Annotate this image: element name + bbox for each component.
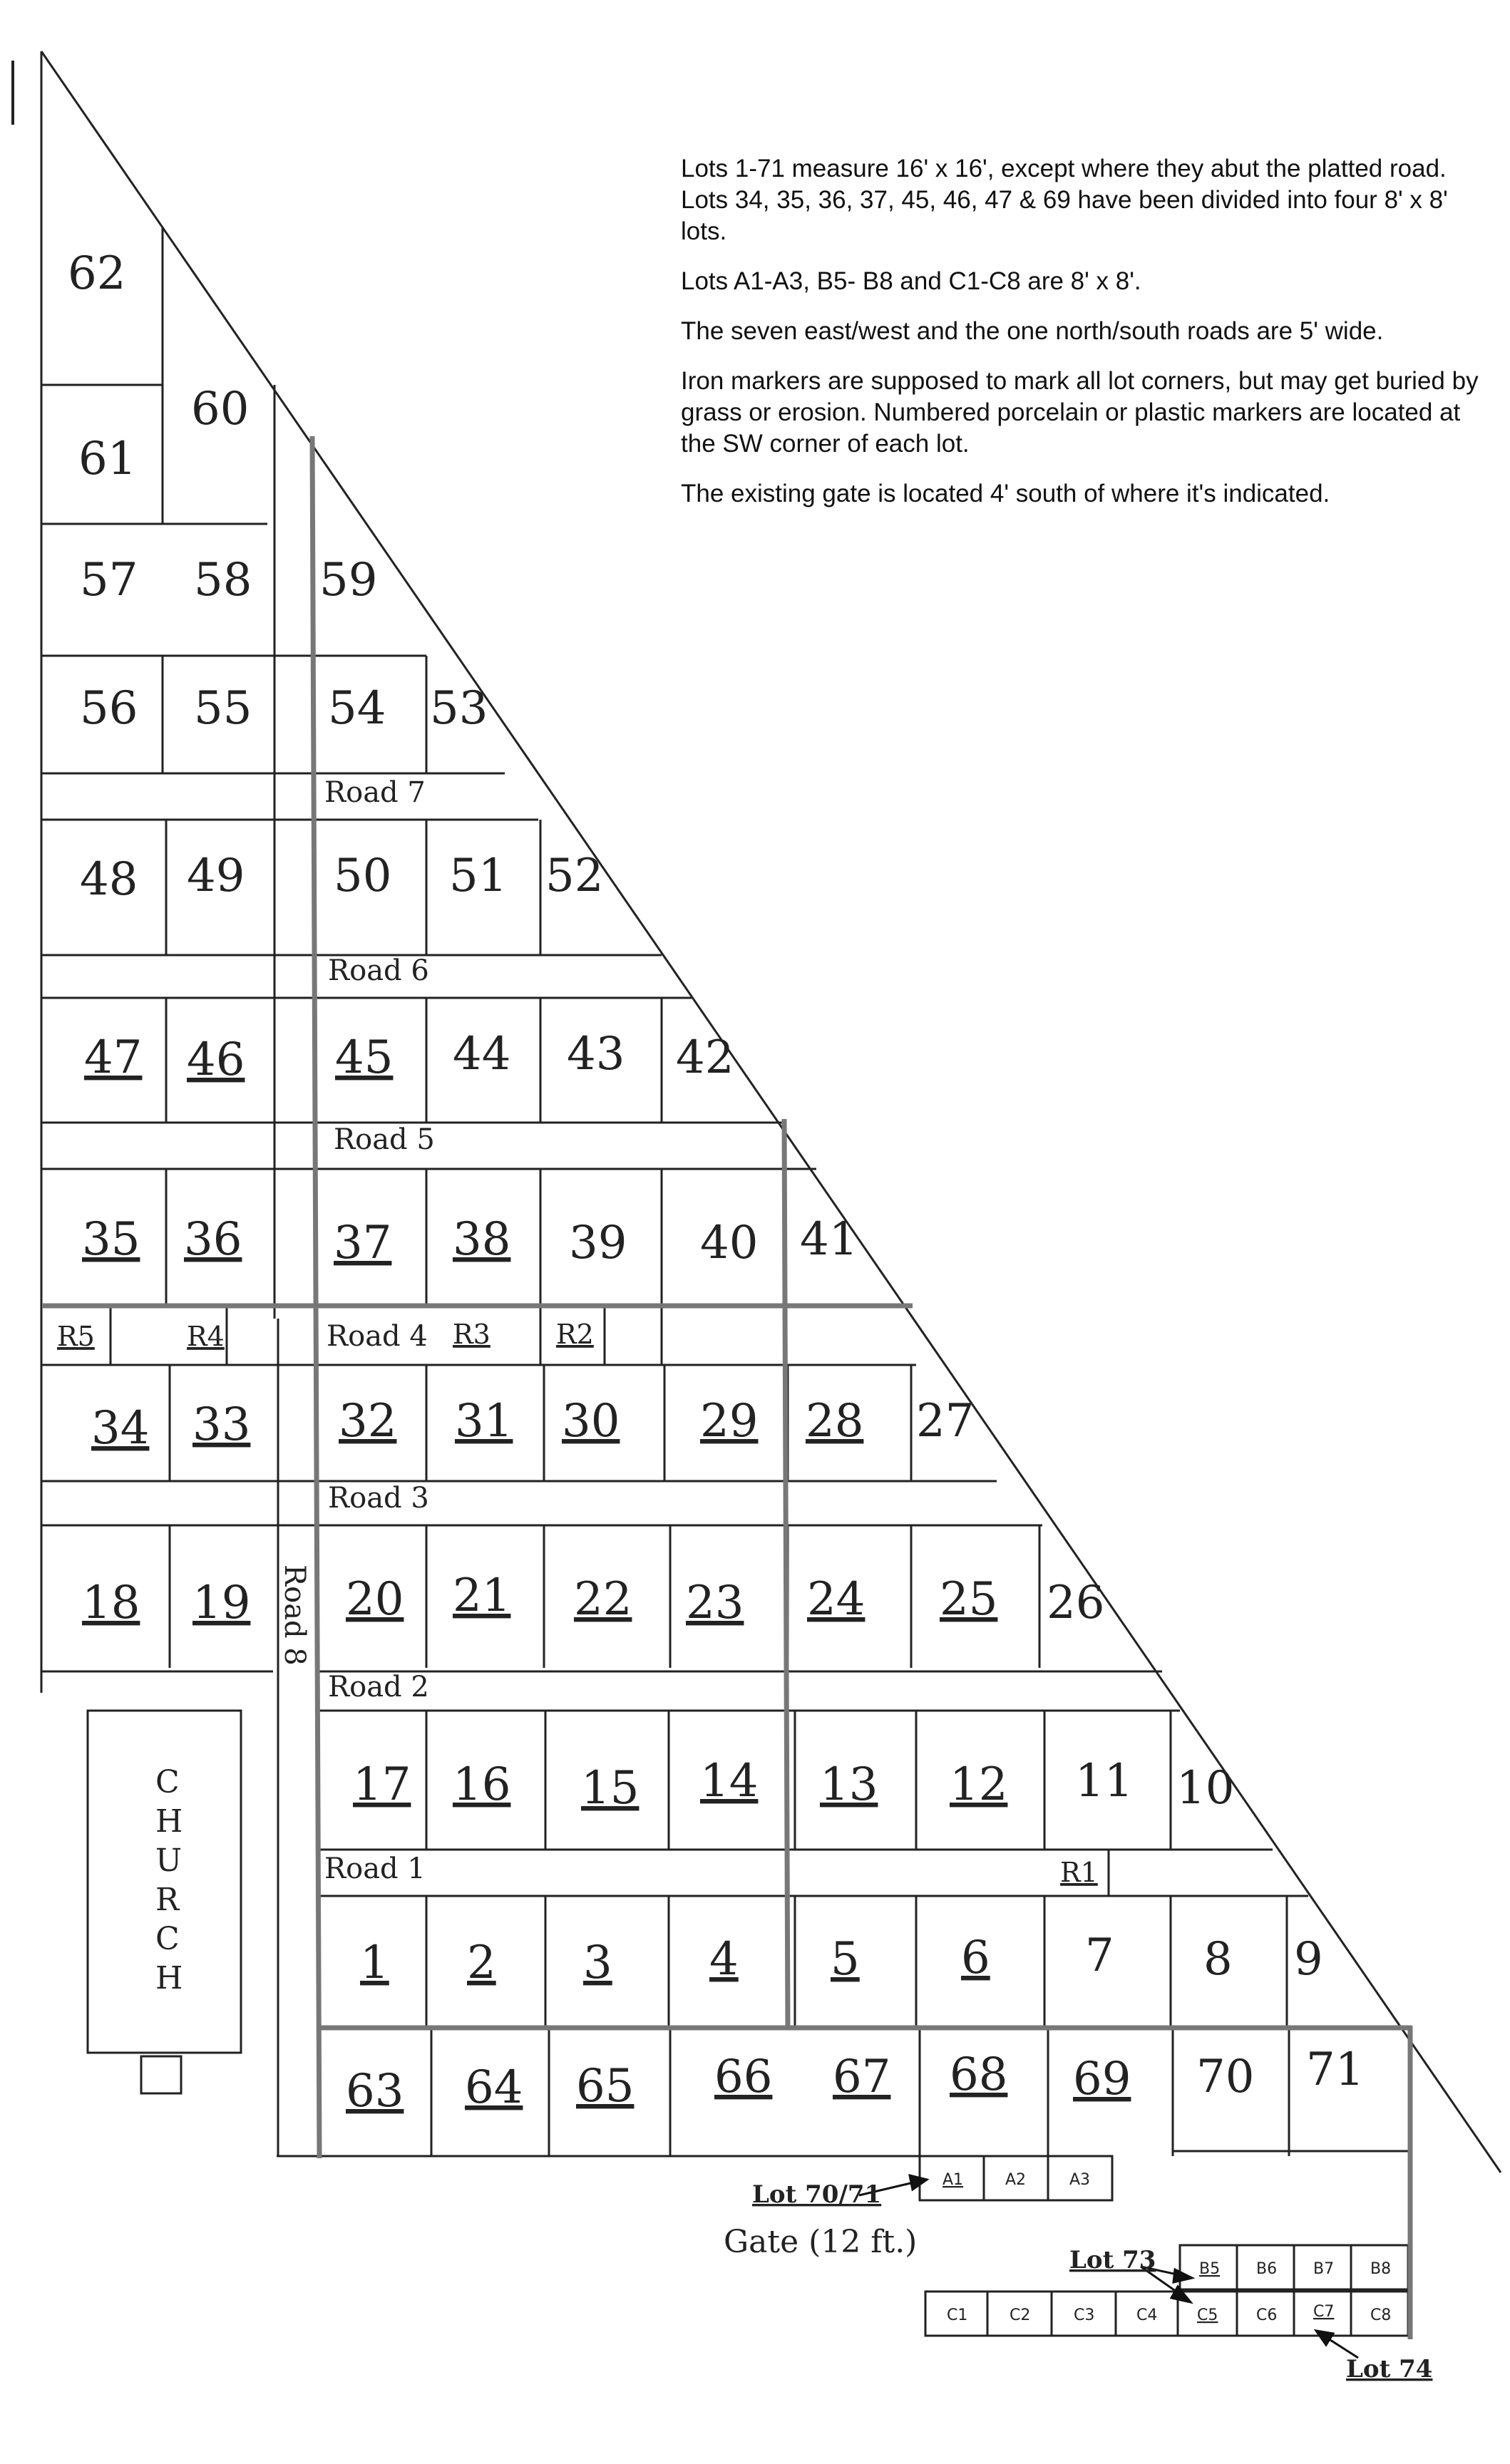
lot-44: 44: [453, 1028, 511, 1081]
lot-69: 69: [1073, 2053, 1131, 2105]
lot-68: 68: [950, 2048, 1008, 2101]
map-notes: [681, 153, 1479, 528]
lot-C8: C8: [1370, 2306, 1392, 2324]
lot-21: 21: [453, 1569, 511, 1622]
lot-62: 62: [68, 247, 126, 300]
road-5-label: Road 5: [334, 1123, 435, 1156]
lot-C3: C3: [1074, 2306, 1095, 2324]
lot-49: 49: [187, 850, 245, 902]
note-gate: The existing gate is located 4' south of where it's indicated.: [681, 480, 1330, 507]
lot-61: 61: [78, 433, 137, 485]
note-roads: The seven east/west and the one north/south roads are 5' wide.: [681, 317, 1384, 345]
church-letter-1: C: [155, 1764, 180, 1800]
church-letter-2: H: [155, 1803, 183, 1840]
lot-40: 40: [700, 1217, 759, 1269]
lot-39: 39: [569, 1217, 627, 1269]
note-lot-sizes: Lots 1-71 measure 16' x 16', except where they abut the platted road. Lots 34, 35, 36, 37, 45, 46, 47 & 69 have been divided into four 8' x 8' lots.: [681, 155, 1448, 245]
lot-15: 15: [581, 1762, 640, 1815]
lot-56: 56: [80, 682, 138, 735]
lot-52: 52: [545, 850, 604, 902]
lot-1: 1: [360, 1937, 389, 1989]
lot-35: 35: [82, 1213, 140, 1266]
note-markers: Iron markers are supposed to mark all lot corners, but may get buried by grass or erosion. Numbered porcelain or plastic markers are located at the SW corner of each lot.: [681, 367, 1479, 458]
lot-29: 29: [700, 1395, 759, 1448]
church-letter-3: U: [155, 1842, 183, 1879]
lot-65: 65: [576, 2060, 635, 2113]
church-letter-6: H: [155, 1960, 183, 1996]
lot-50: 50: [334, 850, 392, 902]
lot-27: 27: [916, 1395, 975, 1448]
lot-57: 57: [80, 554, 138, 607]
lot-13: 13: [820, 1758, 878, 1811]
lot-A3: A3: [1069, 2171, 1091, 2189]
lot-53: 53: [430, 682, 488, 735]
lot-26: 26: [1047, 1577, 1105, 1629]
lot-45: 45: [335, 1031, 394, 1084]
lot-71: 71: [1306, 2043, 1365, 2096]
lot-37: 37: [334, 1217, 392, 1269]
lot-42: 42: [676, 1031, 734, 1084]
lot-B6: B6: [1256, 2260, 1278, 2278]
lot-R4: R4: [187, 1321, 225, 1352]
lot-5: 5: [831, 1933, 860, 1986]
lot-74-label: Lot 74: [1346, 2355, 1433, 2383]
lot-41: 41: [800, 1213, 858, 1266]
lot-3: 3: [583, 1937, 612, 1989]
lot-18: 18: [82, 1577, 140, 1629]
lot-51: 51: [449, 850, 508, 902]
road-3-label: Road 3: [328, 1482, 429, 1515]
small-lot-labels: [943, 2171, 1391, 2324]
road-labels: [278, 776, 435, 1885]
lot-66: 66: [714, 2051, 773, 2103]
road-2-label: Road 2: [328, 1671, 429, 1703]
lot-R5: R5: [57, 1321, 95, 1352]
lot-R2: R2: [556, 1319, 594, 1350]
church-letter-5: C: [155, 1921, 180, 1957]
lot-60: 60: [191, 383, 250, 435]
lot-B8: B8: [1370, 2260, 1392, 2278]
lot-11: 11: [1075, 1755, 1134, 1808]
lot-30: 30: [562, 1395, 620, 1448]
road-1-label: Road 1: [324, 1852, 426, 1885]
lot-25: 25: [940, 1573, 998, 1626]
lot-C1: C1: [947, 2306, 968, 2324]
lot-36: 36: [184, 1213, 242, 1266]
lot-C4: C4: [1136, 2306, 1158, 2324]
lot-43: 43: [567, 1028, 625, 1081]
lot-A2: A2: [1005, 2171, 1027, 2189]
church-label: [155, 1764, 183, 1996]
lot-31: 31: [455, 1395, 513, 1448]
lot-A1: A1: [943, 2171, 964, 2189]
lot-4: 4: [709, 1933, 739, 1986]
lot-20: 20: [346, 1573, 404, 1626]
lot-R1: R1: [1060, 1857, 1098, 1888]
lot-R3: R3: [453, 1319, 491, 1350]
lot-23: 23: [686, 1577, 744, 1629]
lot-28: 28: [806, 1395, 864, 1448]
note-small-lots: Lots A1-A3, B5- B8 and C1-C8 are 8' x 8'.: [681, 267, 1141, 295]
lot-55: 55: [194, 682, 252, 735]
lot-6: 6: [961, 1932, 990, 1984]
lot-C7: C7: [1313, 2303, 1335, 2321]
lot-24: 24: [807, 1573, 866, 1626]
road-7-label: Road 7: [324, 776, 426, 809]
lot-59: 59: [319, 554, 378, 607]
lot-12: 12: [950, 1758, 1008, 1811]
lot-17: 17: [353, 1758, 411, 1811]
lot-70: 70: [1196, 2051, 1255, 2103]
lot-70-71-label: Lot 70/71: [752, 2180, 882, 2209]
lot-63: 63: [346, 2065, 404, 2118]
lot-34: 34: [91, 1402, 150, 1455]
lot-2: 2: [467, 1937, 496, 1989]
lot-22: 22: [574, 1573, 632, 1626]
lot-B5: B5: [1199, 2260, 1221, 2278]
lot-B7: B7: [1313, 2260, 1335, 2278]
road-6-label: Road 6: [328, 954, 429, 987]
lot-14: 14: [700, 1755, 759, 1808]
lot-33: 33: [192, 1398, 251, 1451]
lot-7: 7: [1085, 1929, 1114, 1982]
lot-16: 16: [453, 1758, 511, 1811]
lot-48: 48: [80, 853, 138, 906]
lot-C5: C5: [1197, 2306, 1218, 2324]
lot-64: 64: [465, 2061, 523, 2114]
lot-8: 8: [1203, 1933, 1233, 1986]
lot-C2: C2: [1010, 2306, 1031, 2324]
lot-19: 19: [192, 1577, 251, 1629]
lot-C6: C6: [1256, 2306, 1278, 2324]
lot-54: 54: [328, 682, 386, 735]
church-letter-4: R: [155, 1882, 180, 1918]
road-8-label: Road 8: [278, 1565, 311, 1666]
gate-label: Gate (12 ft.): [724, 2224, 918, 2260]
lot-73-label: Lot 73: [1069, 2246, 1156, 2274]
lot-46: 46: [187, 1033, 245, 1086]
lot-47: 47: [84, 1031, 143, 1084]
lot-58: 58: [194, 554, 252, 607]
lot-38: 38: [453, 1213, 511, 1266]
lot-32: 32: [339, 1395, 397, 1448]
road-4-label: Road 4: [327, 1320, 428, 1353]
lot-10: 10: [1176, 1762, 1235, 1815]
lot-67: 67: [833, 2051, 891, 2103]
lot-9: 9: [1294, 1933, 1323, 1986]
